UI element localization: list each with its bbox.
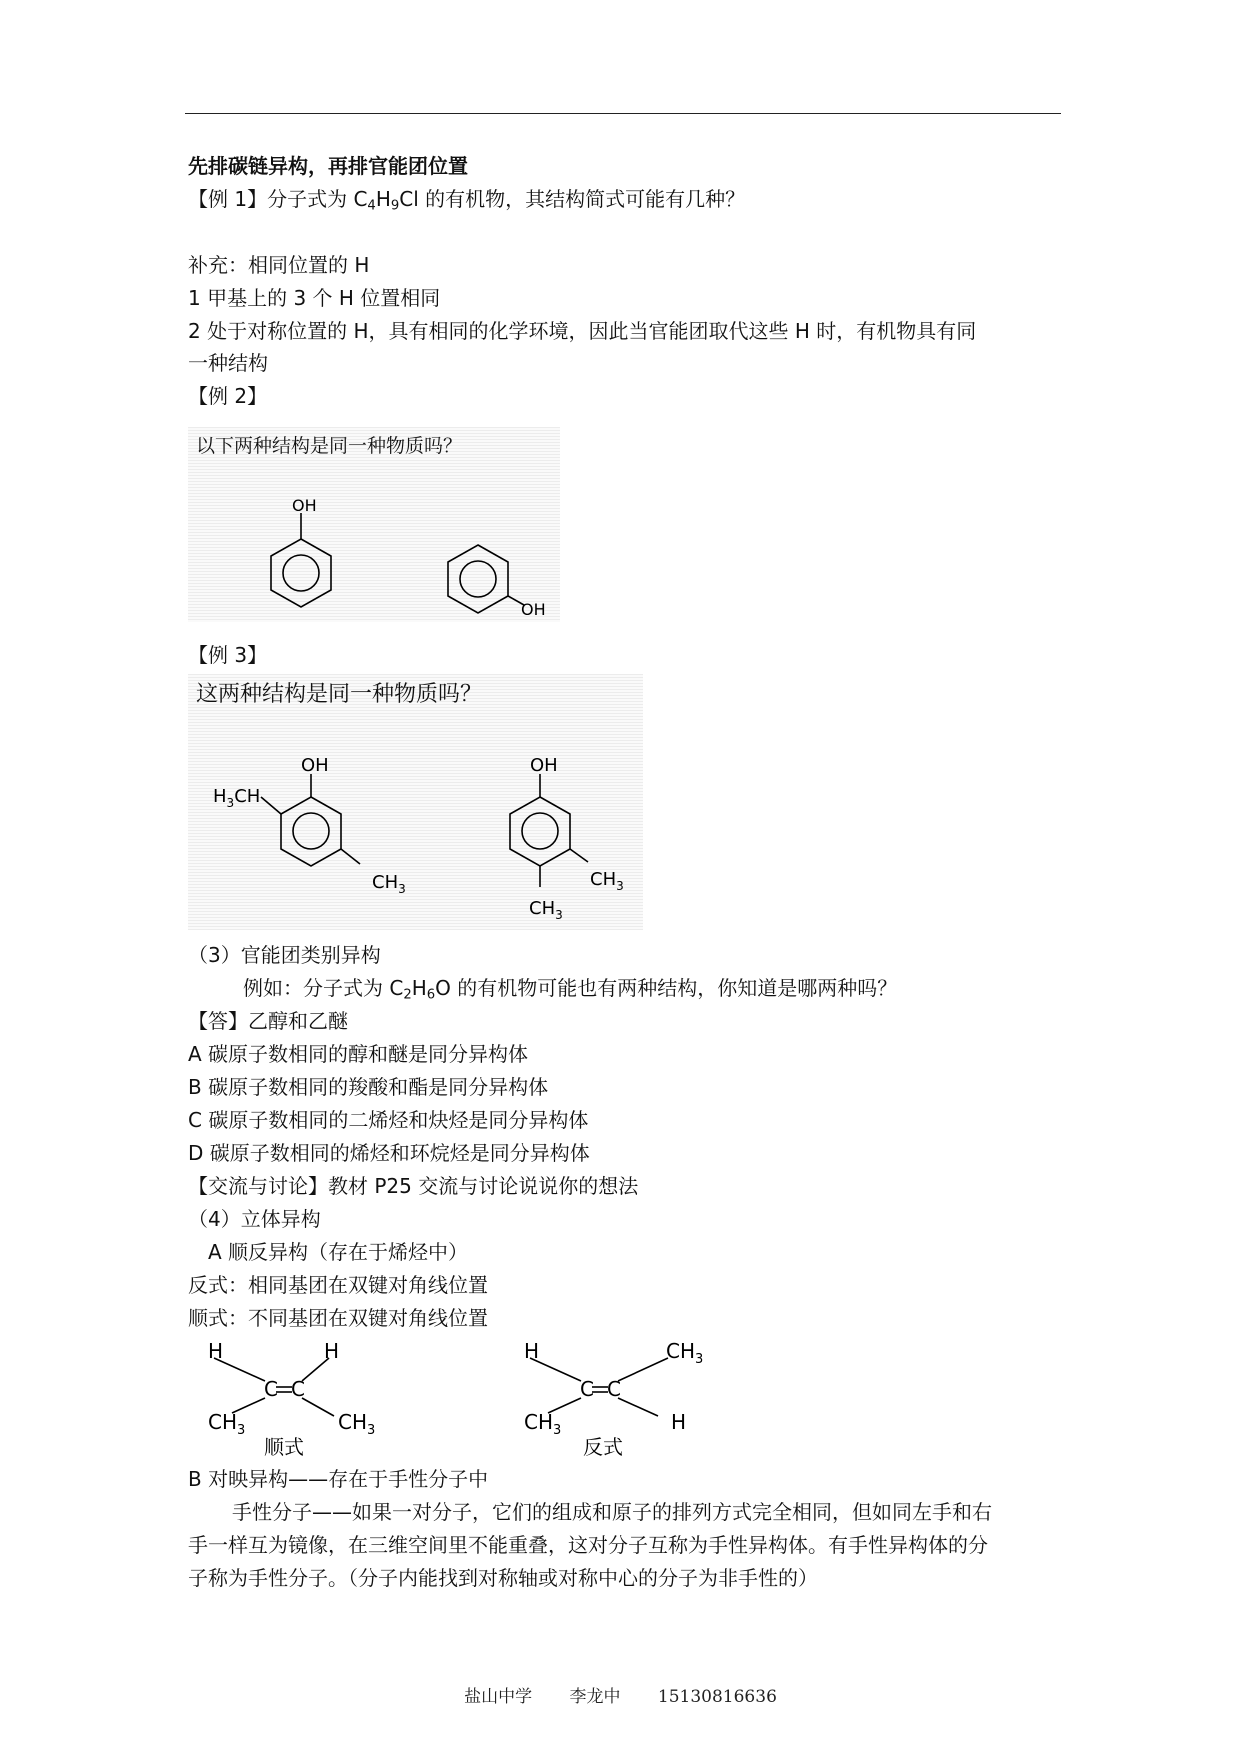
cis-c-left: C <box>264 1377 278 1401</box>
supplement-title: 补充：相同位置的 H <box>188 253 370 277</box>
example-3-label: 【例 3】 <box>188 643 268 667</box>
benzene-ring-left <box>281 797 341 866</box>
left-ch3-bond-bottom <box>341 849 360 864</box>
supplement-item-1: 1 甲基上的 3 个 H 位置相同 <box>188 286 441 310</box>
option-b: B 碳原子数相同的羧酸和酯是同分异构体 <box>188 1075 549 1099</box>
phenol-structures <box>188 427 560 622</box>
trans-h-top-left: H <box>524 1339 540 1363</box>
trans-h-bottom-right: H <box>671 1410 687 1434</box>
benzene-ring-right <box>510 797 570 866</box>
example-3-figure <box>188 674 643 930</box>
example-1-line: 【例 1】分子式为 $C_4H_9Cl$ 的有机物，其结构简式可能有几种？ <box>188 187 746 214</box>
discussion-line: 【交流与讨论】教材 P25 交流与讨论说说你的想法 <box>188 1174 639 1198</box>
footer-school: 盐山中学 <box>464 1687 533 1707</box>
example-2-question: 以下两种结构是同一种物质吗？ <box>196 435 463 457</box>
formula-c4h9cl: $C_4H_9Cl$ <box>353 187 419 214</box>
aromatic-circle-2 <box>460 561 496 597</box>
example-3-question: 这两种结构是同一种物质吗？ <box>196 682 483 707</box>
right-oh-label: OH <box>530 755 558 776</box>
trans-caption: 反式 <box>583 1435 623 1459</box>
cis-trans-structures <box>188 1330 748 1460</box>
cis-definition: 顺式：不同基团在双键对角线位置 <box>188 1306 488 1330</box>
header-rule <box>185 113 1061 114</box>
formula-c2h6o: $C_2H_6O$ <box>389 976 451 1003</box>
enantiomer-title: B 对映异构——存在于手性分子中 <box>188 1467 489 1491</box>
footer-phone: 15130816636 <box>657 1687 777 1707</box>
stereo-title: （4）立体异构 <box>188 1207 321 1231</box>
page-footer <box>0 1682 1241 1707</box>
chiral-line-3: 子称为手性分子。（分子内能找到对称轴或对称中心的分子为非手性的） <box>188 1566 818 1590</box>
benzene-ring-1 <box>271 539 331 607</box>
left-h3c-label: $H_3CH$ <box>213 786 261 810</box>
cis-ch3-bottom-right: $CH_3$ <box>338 1410 376 1438</box>
trans-bond-ch3-top-right <box>618 1358 668 1381</box>
functional-isomer-title: （3）官能团类别异构 <box>188 943 381 967</box>
right-ch3-bond-side <box>570 849 588 862</box>
right-ch3-bottom-label: $CH_3$ <box>529 898 563 922</box>
option-a: A 碳原子数相同的醇和醚是同分异构体 <box>188 1042 529 1066</box>
cis-ch3-bottom-left: $CH_3$ <box>208 1410 246 1438</box>
aromatic-circle-left <box>293 813 329 849</box>
trans-ch3-bottom-left: $CH_3$ <box>524 1410 562 1438</box>
answer-line: 【答】乙醇和乙醚 <box>188 1009 348 1033</box>
left-ch3-bond-top <box>261 797 281 814</box>
trans-c-right: C <box>607 1377 621 1401</box>
option-c: C 碳原子数相同的二烯烃和炔烃是同分异构体 <box>188 1108 589 1132</box>
cis-h-top-right: H <box>324 1339 340 1363</box>
oh-label-2: OH <box>521 600 546 619</box>
left-ch3-label: $CH_3$ <box>372 872 406 896</box>
trans-ch3-top-right: $CH_3$ <box>666 1339 704 1367</box>
chiral-line-2: 手一样互为镜像，在三维空间里不能重叠，这对分子互称为手性异构体。有手性异构体的分 <box>188 1533 988 1557</box>
cis-bond-ch3-bottom-right <box>302 1398 334 1416</box>
functional-isomer-example: 例如：分子式为 $C_2H_6O$ 的有机物可能也有两种结构，你知道是哪两种吗？ <box>243 976 898 1003</box>
cis-trans-title: A 顺反异构（存在于烯烃中） <box>208 1240 469 1264</box>
section-heading: 先排碳链异构，再排官能团位置 <box>188 154 468 178</box>
cis-c-right: C <box>291 1377 305 1401</box>
dimethylphenol-structures <box>188 674 643 930</box>
supplement-item-2-line-1: 2 处于对称位置的 H，具有相同的化学环境，因此当官能团取代这些 H 时，有机物具有同 <box>188 319 977 343</box>
cis-h-top-left: H <box>208 1339 224 1363</box>
trans-bond-h-bottom-right <box>618 1398 658 1416</box>
option-d: D 碳原子数相同的烯烃和环烷烃是同分异构体 <box>188 1141 590 1165</box>
benzene-ring-2 <box>448 545 508 613</box>
aromatic-circle-1 <box>283 555 319 591</box>
aromatic-circle-right <box>522 813 558 849</box>
cis-caption: 顺式 <box>264 1435 304 1459</box>
example-2-label: 【例 2】 <box>188 384 268 408</box>
example-2-figure <box>188 427 560 622</box>
right-ch3-side-label: $CH_3$ <box>590 869 624 893</box>
supplement-item-2-line-2: 一种结构 <box>188 351 268 375</box>
left-oh-label: OH <box>301 755 329 776</box>
footer-name: 李龙中 <box>569 1687 621 1707</box>
chiral-line-1: 手性分子——如果一对分子，它们的组成和原子的排列方式完全相同，但如同左手和右 <box>232 1500 992 1524</box>
trans-definition: 反式：相同基团在双键对角线位置 <box>188 1273 488 1297</box>
oh-label-1: OH <box>292 496 317 515</box>
trans-c-left: C <box>580 1377 594 1401</box>
